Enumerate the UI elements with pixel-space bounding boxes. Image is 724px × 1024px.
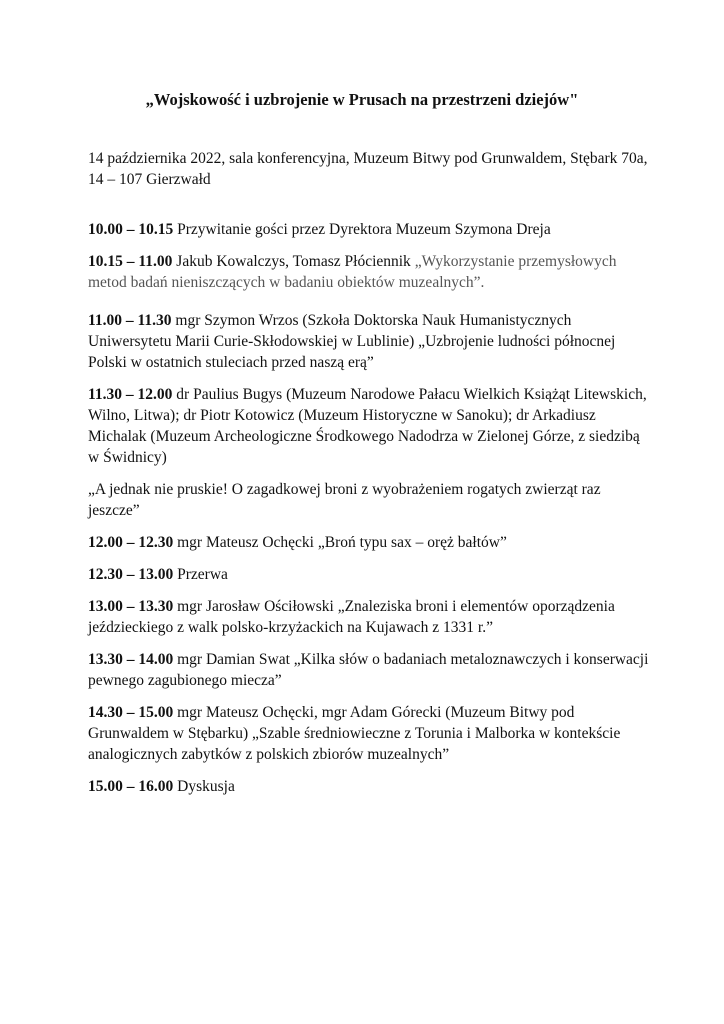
program-text: Dyskusja	[173, 778, 235, 795]
program-item	[88, 479, 653, 521]
program-text: mgr Jarosław Ościłowski „Znaleziska broni i elementów oporządzenia jeździeckiego z walk polsko-krzyżackich na Kujawach z 1331 r.”	[88, 598, 615, 636]
program-time: 10.00 – 10.15	[88, 221, 174, 238]
program-text: mgr Szymon Wrzos (Szkoła Doktorska Nauk Humanistycznych Uniwersytetu Marii Curie-Skłodowskiej w Lublinie) „Uzbrojenie ludności północnej Polski w ostatnich stuleciach przed naszą erą”	[88, 312, 616, 371]
program-time: 13.00 – 13.30	[88, 598, 174, 615]
program-time: 14.30 – 15.00	[88, 704, 174, 721]
program-item	[88, 596, 653, 638]
program-item	[88, 702, 653, 765]
program-item	[88, 776, 653, 797]
program-text: „A jednak nie pruskie! O zagadkowej broni z wyobrażeniem rogatych zwierząt raz jeszcze”	[88, 481, 601, 519]
program-item	[88, 649, 653, 691]
program-item	[88, 564, 653, 585]
event-details: 14 października 2022, sala konferencyjna, Muzeum Bitwy pod Grunwaldem, Stębark 70a, 14 – 107 Gierzwałd	[88, 150, 648, 188]
program-time: 12.30 – 13.00	[88, 566, 174, 583]
program-text: Jakub Kowalczys, Tomasz Płóciennik	[172, 253, 415, 270]
program-time: 11.30 – 12.00	[88, 386, 173, 403]
program-item	[88, 219, 653, 240]
program-item	[88, 384, 653, 468]
program-list	[88, 219, 653, 808]
program-time: 11.00 – 11.30	[88, 312, 172, 329]
program-text: mgr Mateusz Ochęcki „Broń typu sax – oręż bałtów”	[173, 534, 507, 551]
program-talk-title: „Wykorzystanie przemysłowych metod badań nieniszczących w badaniu obiektów muzealnych”.	[88, 253, 617, 291]
program-item	[88, 251, 653, 293]
program-time: 12.00 – 12.30	[88, 534, 174, 551]
program-text: dr Paulius Bugys (Muzeum Narodowe Pałacu Wielkich Książąt Litewskich, Wilno, Litwa); dr Piotr Kotowicz (Muzeum Historyczne w Sanoku); dr Arkadiusz Michalak (Muzeum Archeologiczne Środkowego Nadodrza w Zielonej Górze, z siedzibą w Świdnicy)	[88, 386, 647, 466]
program-time: 13.30 – 14.00	[88, 651, 174, 668]
program-item	[88, 310, 653, 373]
program-text: Przerwa	[173, 566, 228, 583]
document-title: „Wojskowość i uzbrojenie w Prusach na przestrzeni dziejów"	[145, 90, 579, 109]
program-text: Przywitanie gości przez Dyrektora Muzeum Szymona Dreja	[173, 221, 551, 238]
program-time: 15.00 – 16.00	[88, 778, 174, 795]
program-text: mgr Mateusz Ochęcki, mgr Adam Górecki (Muzeum Bitwy pod Grunwaldem w Stębarku) „Szable średniowieczne z Torunia i Malborka w kontekście analogicznych zabytków z polskich zbiorów muzealnych”	[88, 704, 621, 763]
program-time: 10.15 – 11.00	[88, 253, 173, 270]
program-text: mgr Damian Swat „Kilka słów o badaniach metaloznawczych i konserwacji pewnego zagubionego miecza”	[88, 651, 649, 689]
program-item	[88, 532, 653, 553]
